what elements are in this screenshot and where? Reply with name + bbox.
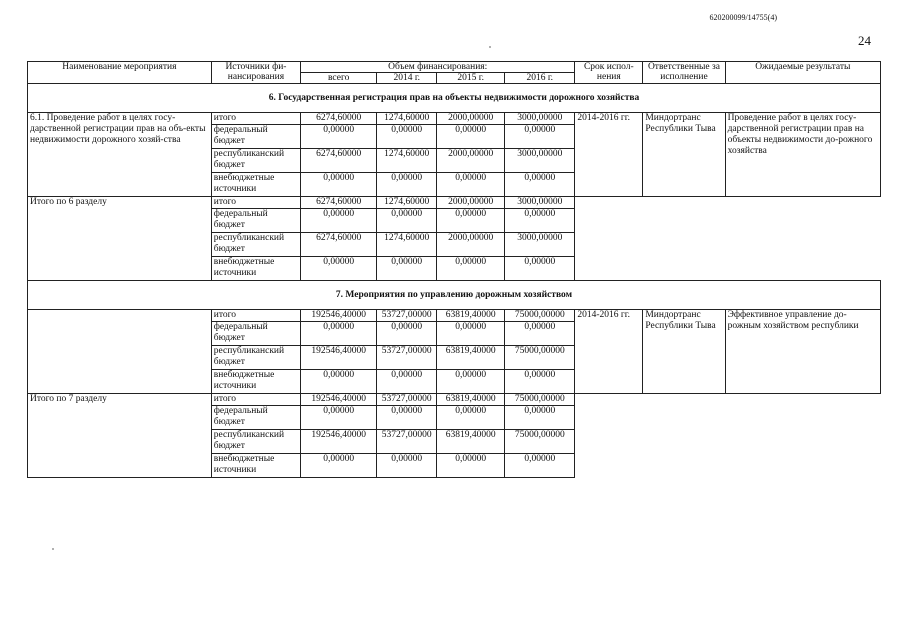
section-title-row <box>28 281 881 310</box>
funding-source: внебюджетные источники <box>211 257 300 281</box>
amount-y2016: 0,00000 <box>505 454 575 478</box>
col-2015-header: 2015 г. <box>437 73 505 84</box>
section-title-row <box>28 84 881 113</box>
amount-y2014: 53727,00000 <box>377 346 437 370</box>
funding-source: федеральный бюджет <box>211 406 300 430</box>
responsible-party: Миндортранс Республики Тыва <box>643 310 725 394</box>
amount-y2014: 0,00000 <box>377 454 437 478</box>
funding-source: федеральный бюджет <box>211 125 300 149</box>
expected-result: Проведение работ в целях госу-дарственной регистрации прав на объекты недвижимости до-рожного хозяйства <box>725 113 880 197</box>
header-row-1 <box>28 62 881 73</box>
amount-y2014: 1274,60000 <box>377 197 437 209</box>
amount-total: 0,00000 <box>301 454 377 478</box>
amount-y2014: 1274,60000 <box>377 113 437 125</box>
col-name-header: Наименование мероприятия <box>28 62 212 84</box>
amount-y2016: 75000,00000 <box>505 346 575 370</box>
expected-result: Эффективное управление до-рожным хозяйством республики <box>725 310 880 394</box>
amount-y2014: 53727,00000 <box>377 394 437 406</box>
execution-term: 2014-2016 гг. <box>575 113 643 197</box>
amount-y2014: 0,00000 <box>377 257 437 281</box>
amount-total: 6274,60000 <box>301 113 377 125</box>
amount-y2015: 0,00000 <box>437 209 505 233</box>
amount-total: 6274,60000 <box>301 233 377 257</box>
amount-y2014: 0,00000 <box>377 173 437 197</box>
amount-y2015: 0,00000 <box>437 406 505 430</box>
funding-source: итого <box>211 197 300 209</box>
amount-y2015: 63819,40000 <box>437 310 505 322</box>
amount-total: 192546,40000 <box>301 346 377 370</box>
amount-total: 6274,60000 <box>301 197 377 209</box>
amount-total: 0,00000 <box>301 370 377 394</box>
funding-source: внебюджетные источники <box>211 173 300 197</box>
amount-y2014: 0,00000 <box>377 406 437 430</box>
amount-y2016: 0,00000 <box>505 209 575 233</box>
measure-name: Итого по 6 разделу <box>28 197 212 281</box>
amount-y2015: 2000,00000 <box>437 149 505 173</box>
amount-total: 0,00000 <box>301 406 377 430</box>
amount-y2015: 0,00000 <box>437 173 505 197</box>
amount-y2015: 0,00000 <box>437 454 505 478</box>
amount-y2015: 0,00000 <box>437 257 505 281</box>
amount-y2016: 3000,00000 <box>505 113 575 125</box>
funding-source: республиканский бюджет <box>211 233 300 257</box>
section-title: 7. Мероприятия по управлению дорожным хозяйством <box>28 281 881 310</box>
table-row <box>28 310 881 322</box>
funding-source: итого <box>211 394 300 406</box>
col-total-header: всего <box>301 73 377 84</box>
amount-y2015: 2000,00000 <box>437 233 505 257</box>
amount-total: 0,00000 <box>301 173 377 197</box>
amount-total: 6274,60000 <box>301 149 377 173</box>
col-source-header: Источники фи-нансирования <box>211 62 300 84</box>
funding-table <box>27 61 881 478</box>
funding-source: республиканский бюджет <box>211 346 300 370</box>
amount-y2016: 3000,00000 <box>505 197 575 209</box>
amount-y2016: 75000,00000 <box>505 310 575 322</box>
empty-cell <box>575 394 881 478</box>
amount-total: 0,00000 <box>301 257 377 281</box>
amount-y2014: 0,00000 <box>377 125 437 149</box>
col-funding-header: Объем финансирования: <box>301 62 575 73</box>
measure-name: Итого по 7 разделу <box>28 394 212 478</box>
amount-y2015: 0,00000 <box>437 322 505 346</box>
amount-y2016: 3000,00000 <box>505 149 575 173</box>
col-responsible-header: Ответственные за исполнение <box>643 62 725 84</box>
amount-y2016: 0,00000 <box>505 322 575 346</box>
document-id: 620200099/14755(4) <box>709 13 777 22</box>
amount-y2016: 0,00000 <box>505 406 575 430</box>
amount-y2016: 0,00000 <box>505 370 575 394</box>
measure-name <box>28 310 212 394</box>
amount-y2016: 0,00000 <box>505 173 575 197</box>
scan-speck <box>489 46 491 48</box>
amount-total: 0,00000 <box>301 125 377 149</box>
amount-y2015: 63819,40000 <box>437 394 505 406</box>
amount-y2015: 2000,00000 <box>437 197 505 209</box>
amount-total: 192546,40000 <box>301 430 377 454</box>
amount-y2016: 75000,00000 <box>505 430 575 454</box>
amount-y2016: 75000,00000 <box>505 394 575 406</box>
amount-y2015: 0,00000 <box>437 125 505 149</box>
amount-y2016: 0,00000 <box>505 125 575 149</box>
page-number: 24 <box>858 33 871 48</box>
funding-source: внебюджетные источники <box>211 370 300 394</box>
col-2016-header: 2016 г. <box>505 73 575 84</box>
col-2014-header: 2014 г. <box>377 73 437 84</box>
amount-y2015: 63819,40000 <box>437 430 505 454</box>
amount-total: 0,00000 <box>301 322 377 346</box>
amount-y2014: 0,00000 <box>377 370 437 394</box>
funding-source: итого <box>211 113 300 125</box>
amount-y2015: 0,00000 <box>437 370 505 394</box>
section-title: 6. Государственная регистрация прав на объекты недвижимости дорожного хозяйства <box>28 84 881 113</box>
funding-source: республиканский бюджет <box>211 430 300 454</box>
col-term-header: Срок испол-нения <box>575 62 643 84</box>
scan-speck <box>52 548 54 550</box>
responsible-party: Миндортранс Республики Тыва <box>643 113 725 197</box>
execution-term: 2014-2016 гг. <box>575 310 643 394</box>
amount-total: 192546,40000 <box>301 310 377 322</box>
amount-y2014: 0,00000 <box>377 322 437 346</box>
funding-source: федеральный бюджет <box>211 209 300 233</box>
funding-source: внебюджетные источники <box>211 454 300 478</box>
funding-source: итого <box>211 310 300 322</box>
amount-y2016: 3000,00000 <box>505 233 575 257</box>
amount-total: 192546,40000 <box>301 394 377 406</box>
measure-name: 6.1. Проведение работ в целях госу-дарственной регистрации прав на объ-екты недвижимости дорожного хозяй-ства <box>28 113 212 197</box>
funding-source: федеральный бюджет <box>211 322 300 346</box>
empty-cell <box>575 197 881 281</box>
amount-y2014: 1274,60000 <box>377 149 437 173</box>
amount-y2014: 53727,00000 <box>377 310 437 322</box>
amount-y2016: 0,00000 <box>505 257 575 281</box>
funding-source: республиканский бюджет <box>211 149 300 173</box>
table-row <box>28 113 881 125</box>
col-results-header: Ожидаемые результаты <box>725 62 880 84</box>
amount-y2014: 1274,60000 <box>377 233 437 257</box>
amount-total: 0,00000 <box>301 209 377 233</box>
table-row <box>28 394 881 406</box>
amount-y2015: 2000,00000 <box>437 113 505 125</box>
amount-y2014: 53727,00000 <box>377 430 437 454</box>
amount-y2014: 0,00000 <box>377 209 437 233</box>
amount-y2015: 63819,40000 <box>437 346 505 370</box>
table-row <box>28 197 881 209</box>
